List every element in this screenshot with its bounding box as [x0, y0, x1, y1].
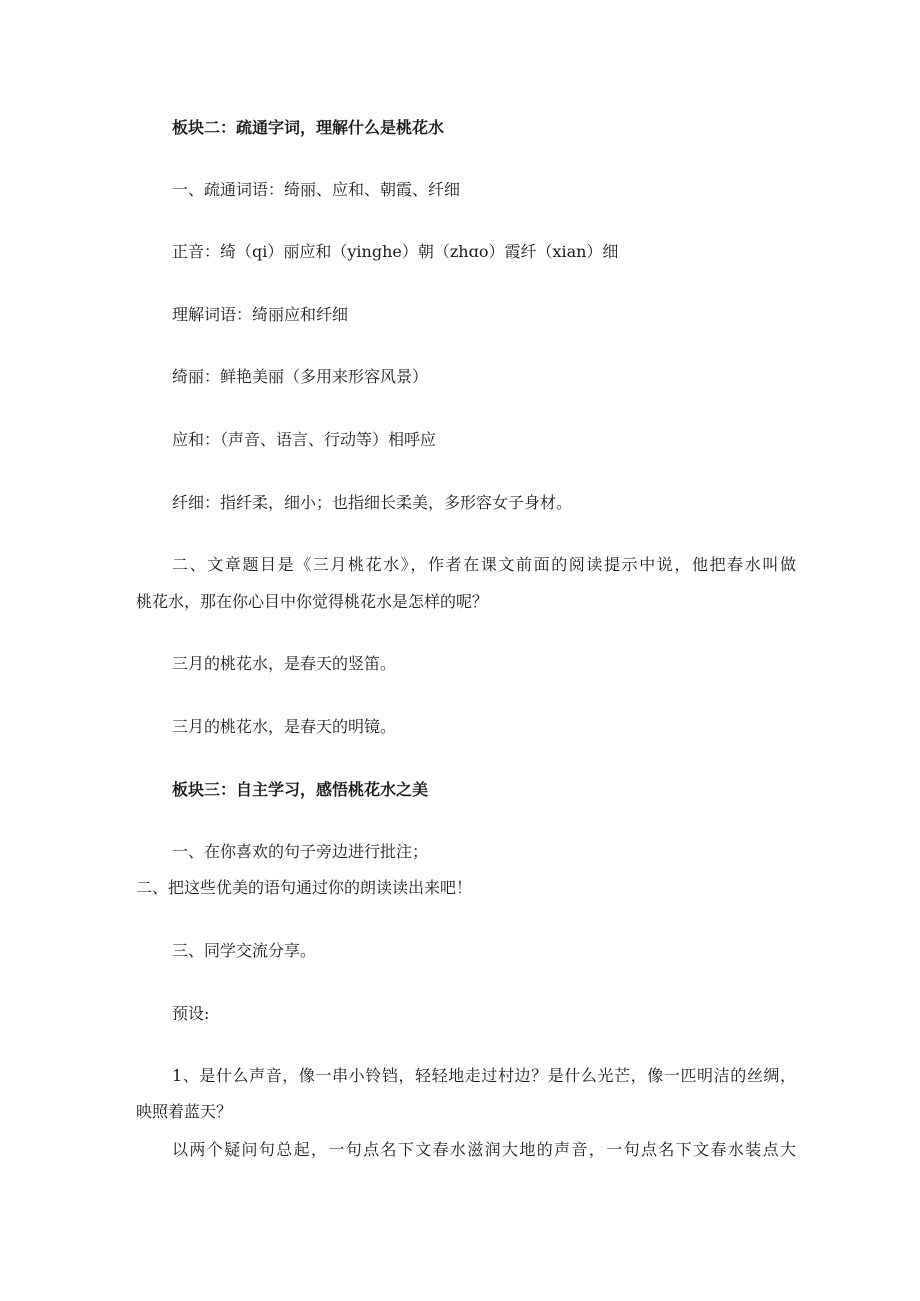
preset-label: 预设:	[172, 1004, 210, 1023]
preset1-line2: 映照着蓝天？	[136, 1102, 233, 1121]
definition-xianxi: 纤细：指纤柔，细小；也指细长柔美，多形容女子身材。	[172, 493, 573, 512]
section2-heading: 板块二：疏通字词，理解什么是桃花水	[172, 118, 445, 137]
answer-line-2: 三月的桃花水，是春天的明镜。	[172, 717, 397, 736]
section3-item2: 二、把这些优美的语句通过你的朗读读出来吧！	[136, 878, 473, 897]
pronunciation-line: 正音：绮（qi）丽应和（yinghe）朝（zhɑo）霞纤（xian）细	[172, 242, 619, 261]
definition-yinghe: 应和：（声音、语言、行动等）相呼应	[172, 430, 437, 449]
section2-item2-line2: 桃花水，那在你心目中你觉得桃花水是怎样的呢？	[136, 592, 489, 611]
section3-item3: 三、同学交流分享。	[172, 941, 317, 960]
section3-item1: 一、在你喜欢的句子旁边进行批注；	[172, 842, 429, 861]
section2-item2-line1: 二、文章题目是《三月桃花水》，作者在课文前面的阅读提示中说，他把春水叫做	[172, 555, 796, 574]
section3-heading: 板块三：自主学习，感悟桃花水之美	[172, 780, 429, 799]
summary-line1: 以两个疑问句总起，一句点名下文春水滋润大地的声音，一句点名下文春水装点大	[172, 1140, 796, 1159]
understand-words-line: 理解词语：绮丽应和纤细	[172, 305, 349, 324]
definition-qili: 绮丽：鲜艳美丽（多用来形容风景）	[172, 367, 429, 386]
section2-item1: 一、疏通词语：绮丽、应和、朝霞、纤细	[172, 180, 461, 199]
preset1-line1: 1、是什么声音，像一串小铃铛，轻轻地走过村边？是什么光芒，像一匹明洁的丝绸，	[172, 1066, 796, 1085]
answer-line-1: 三月的桃花水，是春天的竖笛。	[172, 654, 397, 673]
